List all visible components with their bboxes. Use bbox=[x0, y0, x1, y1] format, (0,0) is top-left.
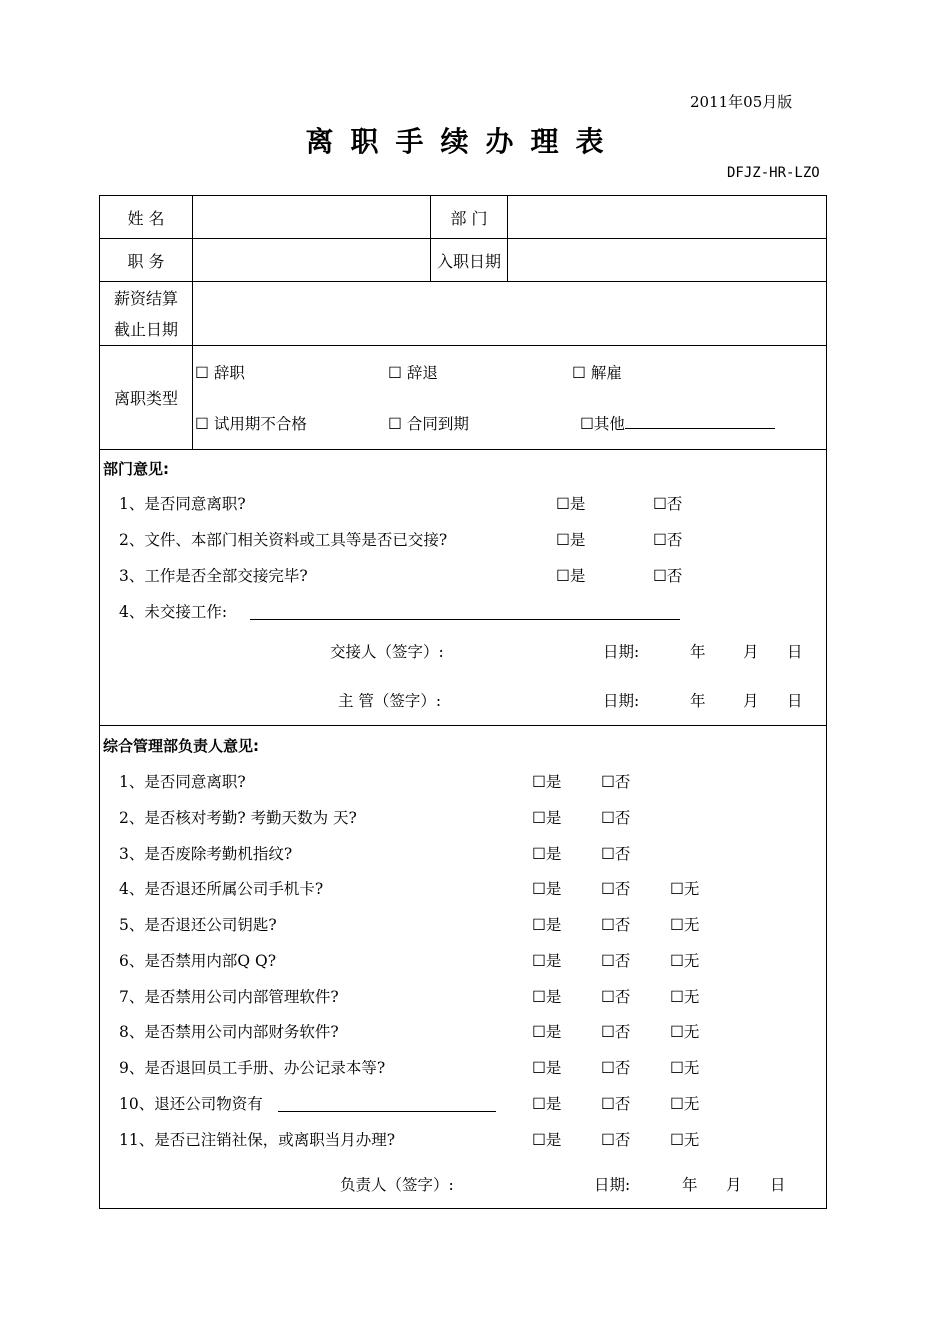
admin-question: 8、是否禁用公司内部财务软件? bbox=[119, 1023, 339, 1041]
leave-type-label: 离职类型 bbox=[113, 389, 178, 408]
leave-type-probation-checkbox[interactable]: ☐ 试用期不合格 bbox=[195, 415, 307, 433]
admin-q11-no-checkbox[interactable]: ☐否 bbox=[601, 1131, 631, 1149]
salary-date-label bbox=[100, 282, 192, 345]
admin-q4-yes-checkbox[interactable]: ☐是 bbox=[532, 880, 562, 898]
admin-q4-none-checkbox[interactable]: ☐无 bbox=[670, 880, 700, 898]
dept-opinion-title: 部门意见: bbox=[103, 460, 169, 478]
admin-q6-no-checkbox[interactable]: ☐否 bbox=[601, 952, 631, 970]
admin-q6-yes-checkbox[interactable]: ☐是 bbox=[532, 952, 562, 970]
admin-q5-none-checkbox[interactable]: ☐无 bbox=[670, 916, 700, 934]
unhandled-work-blank[interactable] bbox=[250, 603, 680, 620]
dept-field[interactable] bbox=[512, 205, 822, 229]
dept-q2-no-checkbox[interactable]: ☐否 bbox=[653, 531, 683, 549]
manager-day-label: 日 bbox=[787, 692, 803, 710]
dept-unhandled-work bbox=[119, 600, 227, 622]
admin-q2-yes-checkbox[interactable]: ☐是 bbox=[532, 809, 562, 827]
manager-year-label: 年 bbox=[690, 692, 706, 710]
manager-month-label: 月 bbox=[743, 692, 759, 710]
admin-q5-no-checkbox[interactable]: ☐否 bbox=[601, 916, 631, 934]
dept-q1-yes-checkbox[interactable]: ☐是 bbox=[556, 495, 586, 513]
dept-q1-no-checkbox[interactable]: ☐否 bbox=[653, 495, 683, 513]
version-label: 2011年05月版 bbox=[690, 93, 793, 111]
admin-sign-label: 负责人（签字）: bbox=[340, 1176, 454, 1194]
admin-question: 3、是否废除考勤机指纹? bbox=[119, 845, 293, 863]
divider bbox=[99, 345, 827, 346]
dept-question: 3、工作是否全部交接完毕? bbox=[119, 567, 308, 585]
salary-date-field[interactable] bbox=[195, 300, 821, 328]
name-label: 姓 名 bbox=[127, 208, 165, 228]
admin-q3-no-checkbox[interactable]: ☐否 bbox=[601, 845, 631, 863]
admin-question: 1、是否同意离职? bbox=[119, 773, 246, 791]
admin-month-label: 月 bbox=[726, 1176, 742, 1194]
leave-type-dismissed-checkbox[interactable]: ☐ 辞退 bbox=[388, 364, 438, 382]
admin-question: 7、是否禁用公司内部管理软件? bbox=[119, 988, 339, 1006]
salary-date-label-line2: 截止日期 bbox=[113, 319, 178, 339]
dept-q3-yes-checkbox[interactable]: ☐是 bbox=[556, 567, 586, 585]
admin-q10-yes-checkbox[interactable]: ☐是 bbox=[532, 1095, 562, 1113]
admin-q6-none-checkbox[interactable]: ☐无 bbox=[670, 952, 700, 970]
handover-year-label: 年 bbox=[690, 643, 706, 661]
dept-q3-no-checkbox[interactable]: ☐否 bbox=[653, 567, 683, 585]
admin-q7-yes-checkbox[interactable]: ☐是 bbox=[532, 988, 562, 1006]
leave-type-fired-checkbox[interactable]: ☐ 解雇 bbox=[572, 364, 622, 382]
handover-day-label: 日 bbox=[787, 643, 803, 661]
admin-q10-none-checkbox[interactable]: ☐无 bbox=[670, 1095, 700, 1113]
admin-q5-yes-checkbox[interactable]: ☐是 bbox=[532, 916, 562, 934]
admin-question: 2、是否核对考勤? 考勤天数为 天? bbox=[119, 809, 357, 827]
admin-q4-no-checkbox[interactable]: ☐否 bbox=[601, 880, 631, 898]
admin-q1-no-checkbox[interactable]: ☐否 bbox=[601, 773, 631, 791]
manager-date-label: 日期: bbox=[603, 692, 640, 710]
divider bbox=[99, 449, 827, 450]
salary-date-label-line1: 薪资结算 bbox=[113, 288, 178, 308]
admin-q11-none-checkbox[interactable]: ☐无 bbox=[670, 1131, 700, 1149]
position-label: 职 务 bbox=[127, 251, 165, 271]
admin-day-label: 日 bbox=[770, 1176, 786, 1194]
handover-date-label: 日期: bbox=[603, 643, 640, 661]
admin-q11-yes-checkbox[interactable]: ☐是 bbox=[532, 1131, 562, 1149]
leave-type-resign-checkbox[interactable]: ☐ 辞职 bbox=[195, 364, 245, 382]
page-title: 离职手续办理表 bbox=[305, 125, 621, 158]
form-code: DFJZ-HR-LZO bbox=[727, 165, 820, 181]
admin-q9-yes-checkbox[interactable]: ☐是 bbox=[532, 1059, 562, 1077]
admin-q1-yes-checkbox[interactable]: ☐是 bbox=[532, 773, 562, 791]
admin-q7-none-checkbox[interactable]: ☐无 bbox=[670, 988, 700, 1006]
admin-opinion-title: 综合管理部负责人意见: bbox=[103, 737, 259, 755]
dept-label: 部 门 bbox=[450, 208, 488, 228]
position-field[interactable] bbox=[195, 248, 425, 272]
admin-q9-no-checkbox[interactable]: ☐否 bbox=[601, 1059, 631, 1077]
admin-question: 5、是否退还公司钥匙? bbox=[119, 916, 277, 934]
admin-q7-no-checkbox[interactable]: ☐否 bbox=[601, 988, 631, 1006]
admin-q8-no-checkbox[interactable]: ☐否 bbox=[601, 1023, 631, 1041]
returned-items-blank[interactable] bbox=[278, 1096, 496, 1112]
admin-q3-yes-checkbox[interactable]: ☐是 bbox=[532, 845, 562, 863]
divider bbox=[99, 281, 827, 282]
admin-q8-none-checkbox[interactable]: ☐无 bbox=[670, 1023, 700, 1041]
admin-q10-no-checkbox[interactable]: ☐否 bbox=[601, 1095, 631, 1113]
admin-question: 6、是否禁用内部Q Q? bbox=[119, 952, 277, 970]
admin-q9-none-checkbox[interactable]: ☐无 bbox=[670, 1059, 700, 1077]
admin-q2-no-checkbox[interactable]: ☐否 bbox=[601, 809, 631, 827]
join-date-label: 入职日期 bbox=[436, 251, 501, 271]
admin-question: 4、是否退还所属公司手机卡? bbox=[119, 880, 324, 898]
leave-type-other-checkbox[interactable] bbox=[580, 412, 775, 434]
leave-type-other-label: ☐其他 bbox=[580, 415, 625, 433]
join-date-field[interactable] bbox=[512, 248, 822, 272]
divider bbox=[192, 195, 193, 449]
dept-question: 2、文件、本部门相关资料或工具等是否已交接? bbox=[119, 531, 448, 549]
handover-sign-label: 交接人（签字）: bbox=[330, 643, 444, 661]
name-field[interactable] bbox=[195, 205, 425, 229]
handover-month-label: 月 bbox=[743, 643, 759, 661]
divider bbox=[507, 195, 508, 281]
admin-q8-yes-checkbox[interactable]: ☐是 bbox=[532, 1023, 562, 1041]
admin-question: 10、退还公司物资有 bbox=[119, 1095, 263, 1113]
dept-question: 1、是否同意离职? bbox=[119, 495, 246, 513]
leave-type-contract-end-checkbox[interactable]: ☐ 合同到期 bbox=[388, 415, 469, 433]
admin-question: 9、是否退回员工手册、办公记录本等? bbox=[119, 1059, 386, 1077]
admin-question: 11、是否已注销社保，或离职当月办理? bbox=[119, 1131, 396, 1149]
divider bbox=[99, 725, 827, 726]
admin-year-label: 年 bbox=[682, 1176, 698, 1194]
admin-date-label: 日期: bbox=[594, 1176, 631, 1194]
dept-q4-label: 4、未交接工作: bbox=[119, 603, 228, 621]
other-blank[interactable] bbox=[625, 414, 775, 429]
manager-sign-label: 主 管（签字）: bbox=[338, 692, 442, 710]
dept-q2-yes-checkbox[interactable]: ☐是 bbox=[556, 531, 586, 549]
